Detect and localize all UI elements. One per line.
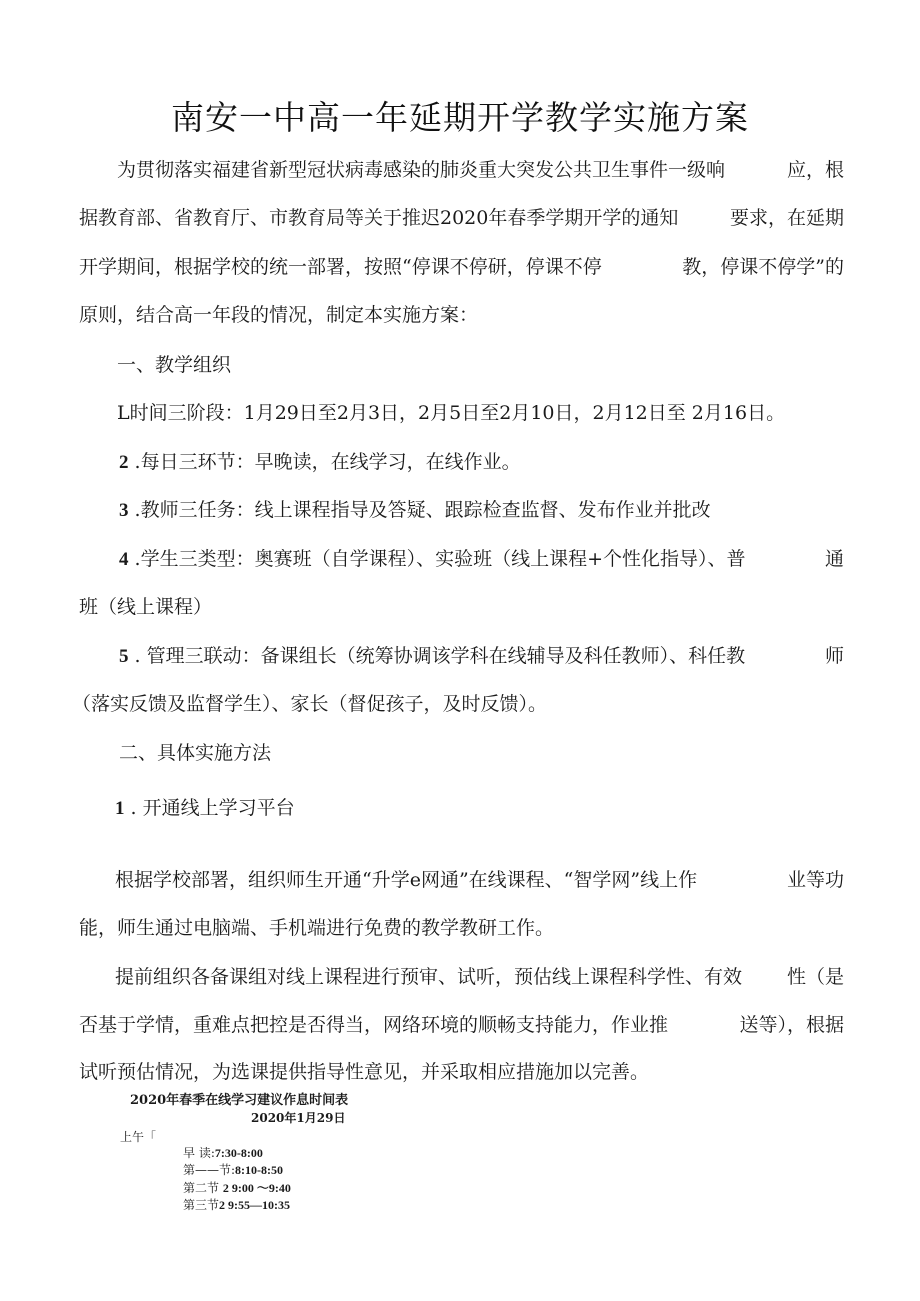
intro-line-3-b: 教，停课不停学”的 xyxy=(682,256,844,278)
para-1-line-2: 能，师生通过电脑端、手机端进行免费的教学教研工作。 xyxy=(79,917,555,939)
timetable-row-0 xyxy=(183,1144,263,1161)
section-1-item-5 xyxy=(79,643,844,670)
para-2-line-3: 试听预估情况，为选课提供指导性意见，并采取相应措施加以完善。 xyxy=(79,1061,650,1083)
para-2-line-2 xyxy=(79,1012,844,1038)
item-5-tail: 师 xyxy=(824,645,844,667)
para-2-line-2-a: 否基于学情，重难点把控是否得当，网络环境的顺畅支持能力，作业推 xyxy=(79,1014,669,1036)
item-3-number: 3 xyxy=(119,500,129,521)
section-2-heading: 二、具体实施方法 xyxy=(119,742,272,764)
intro-line-3-a: 开学期间，根据学校的统一部署，按照“停课不停研，停课不停 xyxy=(79,256,602,278)
intro-line-2-a: 据教育部、省教育厅、市教育局等关于推迟2020年春季学期开学的通知 xyxy=(79,207,679,229)
section-2-sub-1 xyxy=(79,795,880,822)
timetable-row-2-time: 2 9:00 ～9:40 xyxy=(222,1181,291,1195)
section-1-item-4-cont: 班（线上课程） xyxy=(79,596,213,618)
timetable-row-3-time: 2 9:55—10:35 xyxy=(219,1198,291,1212)
intro-line-3 xyxy=(79,254,844,280)
section-1-heading: 一、教学组织 xyxy=(117,354,232,376)
timetable-row-2 xyxy=(183,1179,291,1196)
timetable-row-2-name: 第二节 xyxy=(183,1181,223,1195)
timetable-row-0-name: 早 读: xyxy=(183,1146,215,1160)
timetable-row-3-name: 第三节 xyxy=(183,1198,220,1212)
section-1-item-3 xyxy=(79,497,884,524)
timetable-morning-label: 上午「 xyxy=(120,1130,157,1144)
item-2-text: .每日三环节：早晚读，在线学习，在线作业。 xyxy=(134,451,521,473)
intro-line-1-a: 为贯彻落实福建省新型冠状病毒感染的肺炎重大突发公共卫生事件一级响 xyxy=(117,159,726,181)
para-2-line-1-b: 性（是 xyxy=(786,966,844,988)
intro-line-2-b: 要求，在延期 xyxy=(729,207,844,229)
item-5-main xyxy=(79,643,745,670)
item-5-text: . 管理三联动：备课组长（统筹协调该学科在线辅导及科任教师）、科任教 xyxy=(134,645,746,667)
section-1-item-1: L时间三阶段：1月29日至2月3日，2月5日至2月10日，2月12日至 2月16日。 xyxy=(117,402,786,424)
para-2-line-1 xyxy=(79,964,844,990)
item-2-number: 2 xyxy=(119,452,129,473)
para-2-line-1-a: 提前组织各备课组对线上课程进行预审、试听，预估线上课程科学性、有效 xyxy=(115,966,743,988)
item-3-text: .教师三任务：线上课程指导及答疑、跟踪检查监督、发布作业并批改 xyxy=(134,499,711,521)
para-1-line-1 xyxy=(79,867,844,893)
timetable-row-1-time: 8:10-8:50 xyxy=(235,1163,284,1177)
intro-line-4: 原则，结合高一年段的情况，制定本实施方案： xyxy=(79,304,479,326)
timetable-row-1 xyxy=(183,1161,283,1178)
para-1-line-1-b: 业等功 xyxy=(786,869,844,891)
item-4-main xyxy=(79,546,746,573)
section-1-item-2 xyxy=(79,449,884,476)
timetable-row-3 xyxy=(183,1196,290,1213)
sub-1-text: . 开通线上学习平台 xyxy=(124,797,295,819)
intro-line-1-b: 应，根 xyxy=(786,159,844,181)
sub-1-number: 1 xyxy=(115,798,125,819)
item-4-number: 4 xyxy=(119,549,129,570)
section-1-item-4 xyxy=(79,546,844,573)
intro-line-1 xyxy=(79,157,844,183)
item-4-tail: 通 xyxy=(824,548,844,570)
section-1-item-5-cont: （落实反馈及监督学生）、家长（督促孩子，及时反馈）。 xyxy=(72,693,548,715)
item-5-number: 5 xyxy=(119,646,129,667)
timetable-row-1-name: 第——节: xyxy=(183,1163,236,1177)
para-2-line-2-b: 送等），根据 xyxy=(739,1014,844,1036)
timetable-date: 2020年1月29日 xyxy=(251,1111,346,1125)
intro-line-2 xyxy=(79,205,844,231)
para-1-line-1-a: 根据学校部署，组织师生开通“升学e网通”在线课程、“智学网”线上作 xyxy=(115,869,698,891)
item-4-text: .学生三类型：奥赛班（自学课程）、实验班（线上课程+个性化指导）、普 xyxy=(134,548,746,570)
timetable-title: 2020年春季在线学习建议作息时间表 xyxy=(130,1093,349,1108)
timetable-row-0-time: 7:30-8:00 xyxy=(214,1146,263,1160)
document-title: 南安一中高一年延期开学教学实施方案 xyxy=(171,98,749,137)
